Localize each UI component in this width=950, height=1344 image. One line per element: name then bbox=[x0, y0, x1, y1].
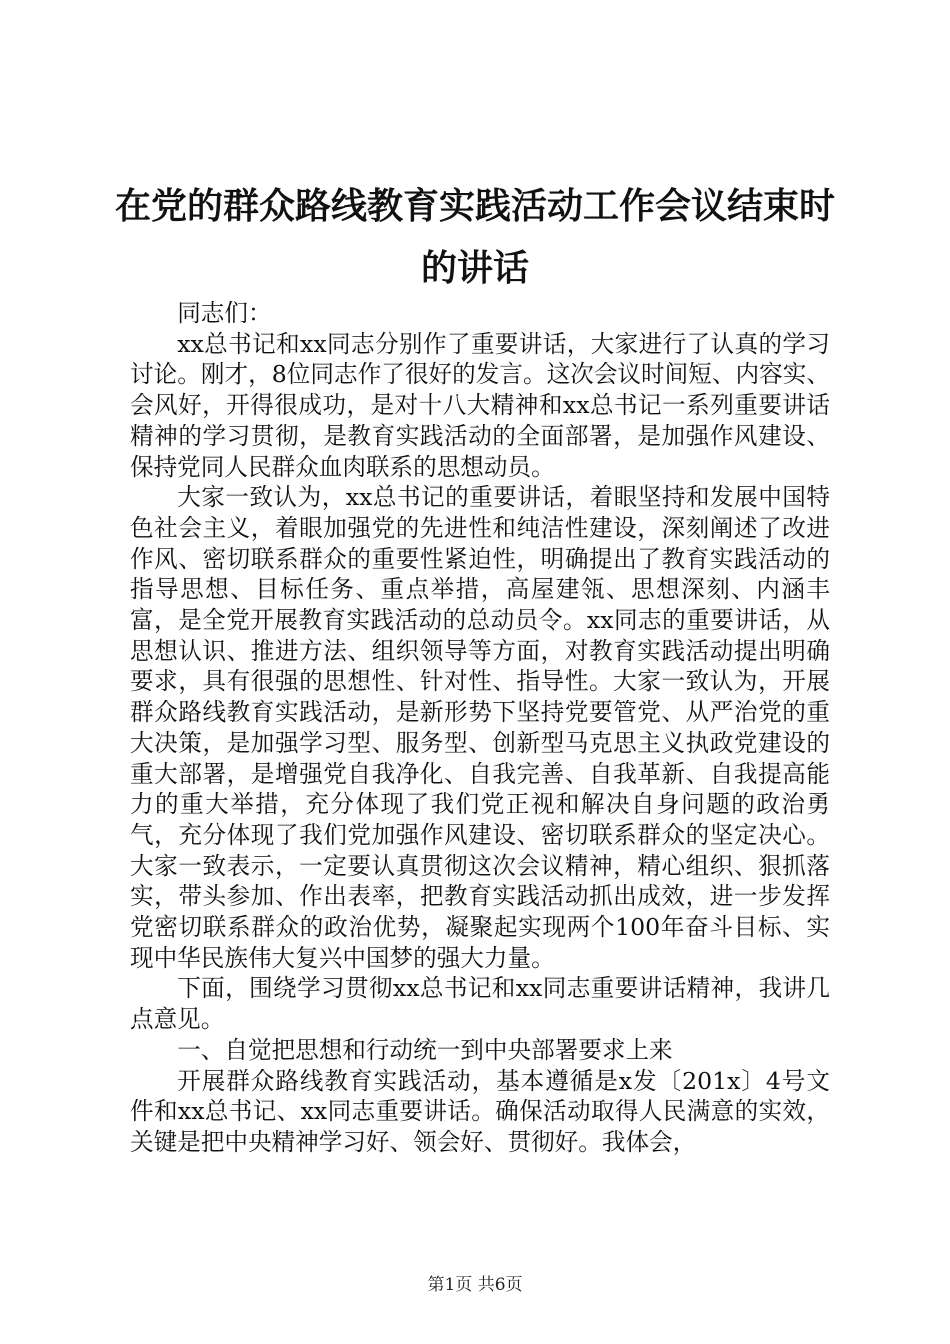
document-body bbox=[130, 298, 830, 1158]
document-title-line-2: 的讲话 bbox=[420, 247, 529, 289]
page-number-footer: 第1页 共6页 bbox=[427, 1275, 523, 1295]
salutation: 同志们： bbox=[177, 299, 272, 327]
body-paragraph: xx总书记和xx同志分别作了重要讲话，大家进行了认真的学习讨论。刚才，8位同志作了很好的发言。这次会议时间短、内容实、会风好，开得很成功，是对十八大精神和xx总书记一系列重要讲话精神的学习贯彻，是教育实践活动的全面部署，是加强作风建设、保持党同人民群众血肉联系的思想动员。 bbox=[130, 329, 830, 481]
section-heading: 一、自觉把思想和行动统一到中央部署要求上来 bbox=[177, 1035, 673, 1064]
document-title-line-1: 在党的群众路线教育实践活动工作会议结束时 bbox=[114, 185, 835, 227]
body-paragraph: 下面，围绕学习贯彻xx总书记和xx同志重要讲话精神，我讲几点意见。 bbox=[130, 974, 830, 1034]
body-paragraph: 大家一致认为，xx总书记的重要讲话，着眼坚持和发展中国特色社会主义，着眼加强党的先进性和纯洁性建设，深刻阐述了改进作风、密切联系群众的重要性紧迫性，明确提出了教育实践活动的指导思想、目标任务、重点举措，高屋建瓴、思想深刻、内涵丰富，是全党开展教育实践活动的总动员令。xx同志的重要讲话，从思想认识、推进方法、组织领导等方面，对教育实践活动提出明确要求，具有很强的思想性、针对性、指导性。大家一致认为，开展群众路线教育实践活动，是新形势下坚持党要管党、从严治党的重大决策，是加强学习型、服务型、创新型马克思主义执政党建设的重大部署，是增强党自我净化、自我完善、自我革新、自我提高能力的重大举措，充分体现了我们党正视和解决自身问题的政治勇气，充分体现了我们党加强作风建设、密切联系群众的坚定决心。大家一致表示，一定要认真贯彻这次会议精神，精心组织、狠抓落实，带头参加、作出表率，把教育实践活动抓出成效，进一步发挥党密切联系群众的政治优势，凝聚起实现两个100年奋斗目标、实现中华民族伟大复兴中国梦的强大力量。 bbox=[130, 483, 830, 972]
body-paragraph: 开展群众路线教育实践活动，基本遵循是x发〔201x〕4号文件和xx总书记、xx同志重要讲话。确保活动取得人民满意的实效，关键是把中央精神学习好、领会好、贯彻好。我体会， bbox=[130, 1066, 830, 1156]
